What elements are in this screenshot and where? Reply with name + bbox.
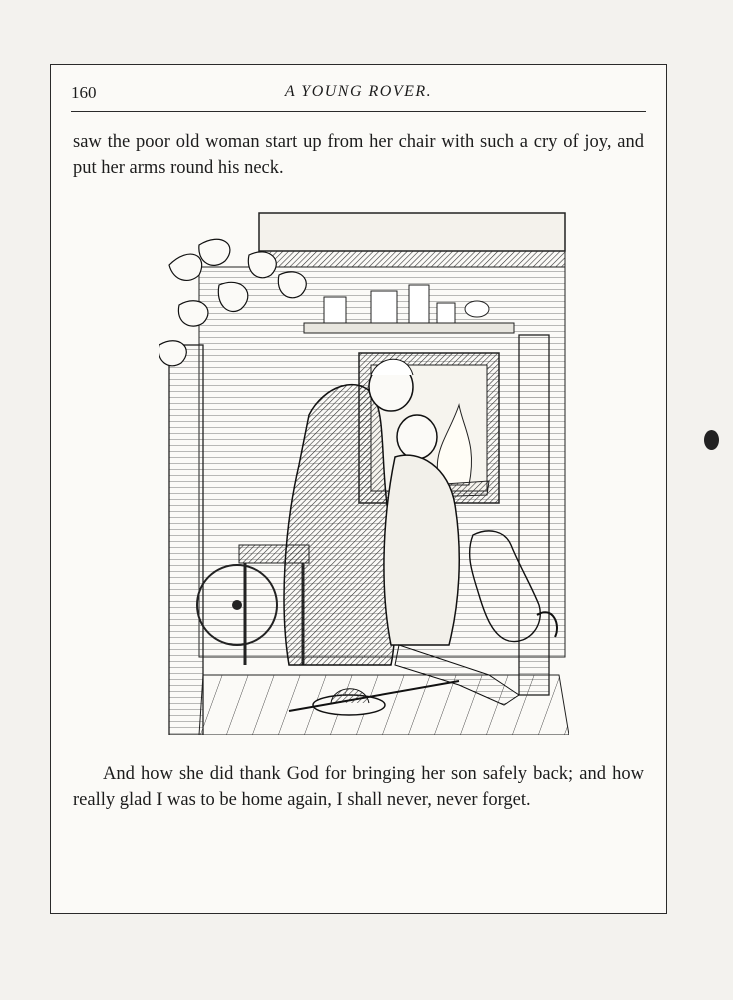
illustration	[159, 205, 569, 735]
running-head	[71, 83, 646, 112]
paragraph-top: saw the poor old woman start up from her chair with such a cry of joy, and put her arms round his neck.	[73, 132, 644, 178]
ink-speck	[704, 430, 719, 450]
page-number: 160	[71, 83, 97, 102]
engraving-mother-embracing-son-by-fireplace-icon	[159, 205, 569, 735]
page-frame	[50, 64, 667, 914]
running-title: A YOUNG ROVER.	[284, 83, 433, 100]
paragraph-bottom: And how she did thank God for bringing her son safely back; and how really glad I was to be home again, I shall never, never forget.	[73, 764, 644, 810]
